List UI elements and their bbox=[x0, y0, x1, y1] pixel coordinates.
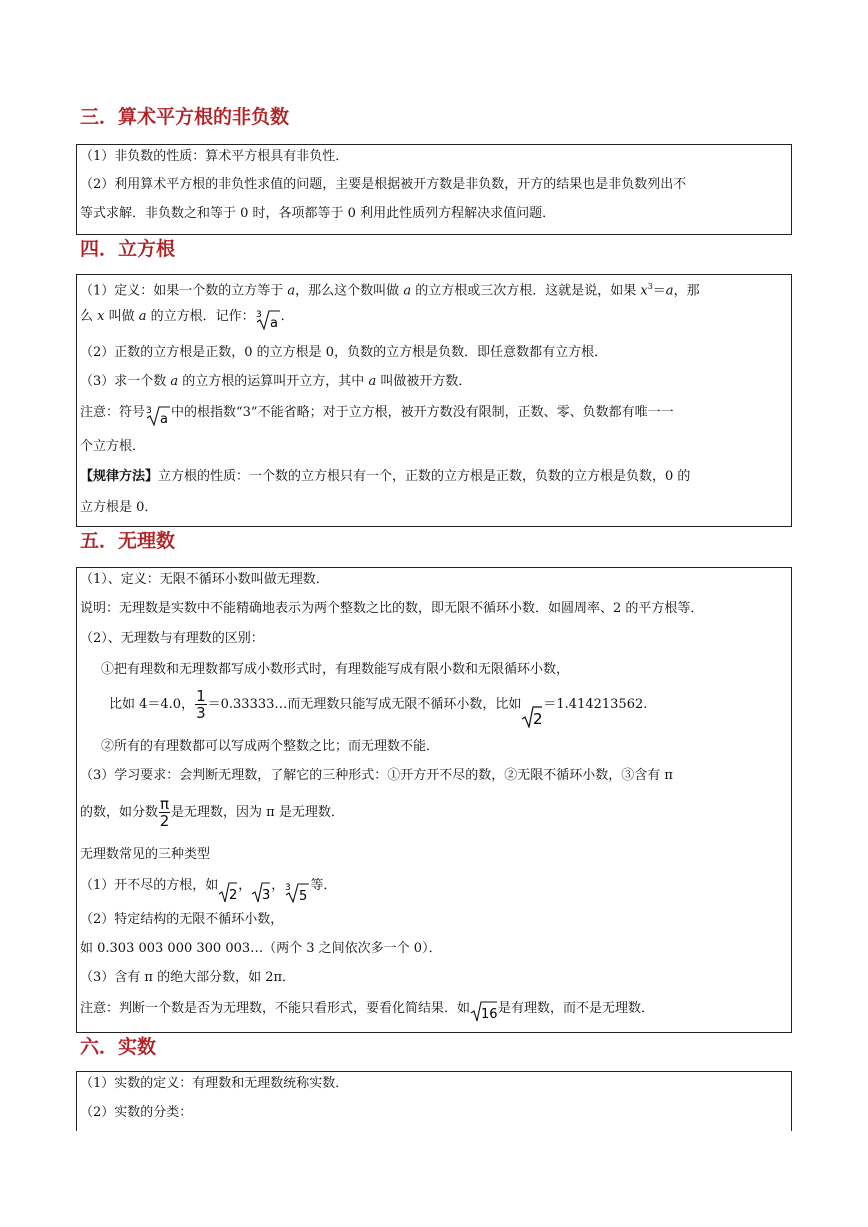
text-line: 如 0.303 003 000 300 003…（两个 3 之间依次多一个 0）． bbox=[80, 941, 442, 956]
section-4-title: 四．立方根 bbox=[80, 238, 176, 260]
text-line: （2）正数的立方根是正数，0 的立方根是 0，负数的立方根是负数．即任意数都有立方根． bbox=[80, 345, 608, 360]
section-6-box bbox=[76, 1071, 792, 1131]
svg-text:a: a bbox=[269, 316, 278, 330]
text-line: 个立方根． bbox=[80, 439, 146, 454]
text-line: 等式求解．非负数之和等于 0 时，各项都等于 0 利用此性质列方程解决求值问题． bbox=[80, 206, 556, 221]
svg-text:a: a bbox=[160, 412, 168, 426]
fraction-one-third: $\frac{1}{3}$ bbox=[196, 687, 206, 722]
text-line: 的数，如分数 $\frac{\pi}{2}$ 是无理数，因为 π 是无理数． bbox=[80, 795, 344, 830]
cube-root-symbol bbox=[255, 308, 281, 330]
text-line: 立方根是 0． bbox=[80, 500, 158, 515]
section-3-title: 三．算术平方根的非负数 bbox=[80, 106, 290, 128]
section-6-title: 六．实数 bbox=[80, 1036, 157, 1058]
text-line: （3）学习要求：会判断无理数，了解它的三种形式：①开方开不尽的数，②无限不循环小数，③含有 π bbox=[80, 768, 673, 783]
svg-text:5: 5 bbox=[299, 889, 308, 903]
text-line: （3）求一个数 a 的立方根的运算叫开立方，其中 a 叫做被开方数． bbox=[80, 374, 472, 389]
text-line: （2）利用算术平方根的非负性求值的问题，主要是根据被开方数是非负数，开方的结果也是非负数列出不 bbox=[80, 177, 687, 192]
text-line: （2）、无理数与有理数的区别： bbox=[80, 631, 264, 646]
square-root-symbol bbox=[251, 877, 271, 903]
square-root-symbol bbox=[521, 690, 543, 728]
text-line: 注意：符号 3 a 中的根指数“3”不能省略；对于立方根，被开方数没有限制，正数、零、负数都有唯一一 bbox=[80, 405, 674, 426]
text-line: （3）含有 π 的绝大部分数，如 2π． bbox=[80, 970, 296, 985]
text-line: （1）非负数的性质：算术平方根具有非负性． bbox=[80, 149, 349, 164]
svg-text:3: 3 bbox=[262, 888, 271, 903]
svg-text:3: 3 bbox=[285, 883, 292, 893]
svg-text:16: 16 bbox=[481, 1007, 498, 1022]
text-line: 无理数常见的三种类型 bbox=[80, 847, 211, 862]
text-line: （2）特定结构的无限不循环小数， bbox=[80, 912, 284, 927]
text-line: 比如 4＝4.0， $\frac{1}{3}$ ＝0.33333…而无理数只能写成无限不循环小数，比如 2 ＝1.414213562. bbox=[109, 687, 648, 728]
text-line: ①把有理数和无理数都写成小数形式时，有理数能写成有限小数和无限循环小数， bbox=[101, 662, 570, 677]
text-line: 注意：判断一个数是否为无理数，不能只看形式，要看化简结果．如 16 是有理数，而不是无理数． bbox=[80, 1001, 655, 1022]
svg-text:2: 2 bbox=[229, 888, 238, 903]
svg-text:3: 3 bbox=[146, 406, 152, 416]
text-line: （2）实数的分类： bbox=[80, 1105, 193, 1120]
text-line: （1）实数的定义：有理数和无理数统称实数． bbox=[80, 1076, 349, 1091]
text-line: 么 x 叫做 a 的立方根．记作： 3 a ． bbox=[80, 309, 294, 330]
section-4-box bbox=[76, 274, 792, 527]
text-line: 说明：无理数是实数中不能精确地表示为两个整数之比的数，即无限不循环小数．如圆周率、2 的平方根等． bbox=[80, 601, 704, 616]
text-line: ②所有的有理数都可以写成两个整数之比；而无理数不能． bbox=[101, 739, 440, 754]
text-line: （1）、定义：无限不循环小数叫做无理数． bbox=[80, 572, 329, 587]
svg-text:3: 3 bbox=[255, 310, 262, 320]
svg-text:2: 2 bbox=[533, 710, 543, 728]
section-5-title: 五．无理数 bbox=[80, 530, 176, 552]
text-line: （1）开不尽的方根，如 2 ， 3 ， 3 5 等． bbox=[80, 878, 337, 903]
text-line: （1）定义：如果一个数的立方等于 a，那么这个数叫做 a 的立方根或三次方根．这就是说，如果 $x^3=a$，那 bbox=[80, 282, 700, 299]
section-5-box bbox=[76, 567, 792, 1033]
square-root-symbol bbox=[470, 1000, 498, 1022]
square-root-symbol bbox=[218, 877, 238, 903]
cube-root-symbol bbox=[284, 877, 310, 903]
section-3-box bbox=[76, 144, 792, 235]
text-line: 【规律方法】立方根的性质：一个数的立方根只有一个，正数的立方根是正数，负数的立方根是负数，0 的 bbox=[80, 469, 691, 484]
cube-root-symbol bbox=[145, 404, 171, 426]
fraction-pi-over-2: $\frac{\pi}{2}$ bbox=[159, 795, 170, 830]
